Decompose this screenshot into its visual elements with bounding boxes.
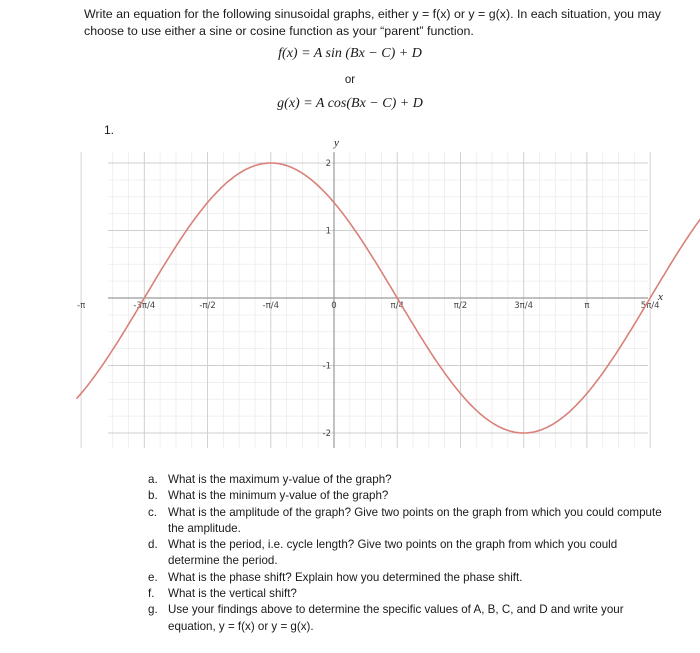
x-tick-label: π [584, 301, 590, 311]
x-tick-label: π/2 [453, 301, 468, 311]
question-item [148, 488, 668, 504]
question-letter: b. [148, 489, 158, 503]
x-tick-label: π/4 [390, 301, 404, 311]
question-text: What is the amplitude of the graph? Give two points on the graph from which you could compute the amplitude. [168, 505, 662, 535]
question-text: What is the minimum y-value of the graph? [168, 489, 389, 503]
question-text: What is the phase shift? Explain how you determined the phase shift. [168, 570, 523, 584]
x-tick-label: -3π/4 [133, 301, 156, 311]
question-item [148, 472, 668, 488]
y-tick-label: 2 [325, 159, 331, 169]
instructions: Write an equation for the following sinusoidal graphs, either y = f(x) or y = g(x). In each situation, you may choose to use either a sine or cosine function as your “parent” function. [84, 7, 661, 38]
question-item [148, 570, 668, 586]
question-letter: f. [148, 587, 155, 601]
x-tick-label: -π/4 [262, 301, 280, 311]
question-item [148, 586, 668, 602]
question-list [148, 472, 668, 635]
question-text: What is the period, i.e. cycle length? Give two points on the graph from which you could determine the period. [168, 538, 618, 568]
sine-equation: f(x) = A sin (Bx − C) + D [278, 46, 422, 61]
x-tick-label: -π/2 [199, 301, 216, 311]
y-tick-label: 1 [325, 226, 331, 237]
x-axis-label: x [658, 291, 663, 303]
question-letter: a. [148, 473, 158, 486]
question-text: What is the maximum y-value of the graph? [168, 473, 392, 486]
y-tick-label: -2 [322, 429, 331, 439]
y-tick-label: -1 [322, 361, 331, 372]
question-item [148, 505, 668, 538]
tick-labels [77, 159, 660, 439]
or-label: or [344, 74, 356, 86]
question-letter: e. [148, 570, 158, 584]
question-letter: c. [148, 505, 158, 519]
x-tick-label: -π [77, 301, 86, 311]
y-axis-label: y [334, 137, 339, 149]
question-letter: g. [148, 603, 158, 617]
cosine-equation: g(x) = A cos(Bx − C) + D [277, 96, 423, 111]
x-tick-label: 0 [331, 301, 337, 311]
question-item [148, 602, 668, 635]
question-item [148, 537, 668, 570]
question-letter: d. [148, 538, 158, 552]
x-tick-label: 3π/4 [514, 301, 534, 311]
question-text: Use your findings above to determine the specific values of A, B, C, and D and write your equation, y = f(x) or y = g(x). [168, 603, 624, 633]
x-tick-label: 5π/4 [640, 301, 660, 311]
question-text: What is the vertical shift? [168, 587, 297, 601]
problem-number: 1. [104, 123, 115, 137]
grid-minor [108, 152, 648, 448]
